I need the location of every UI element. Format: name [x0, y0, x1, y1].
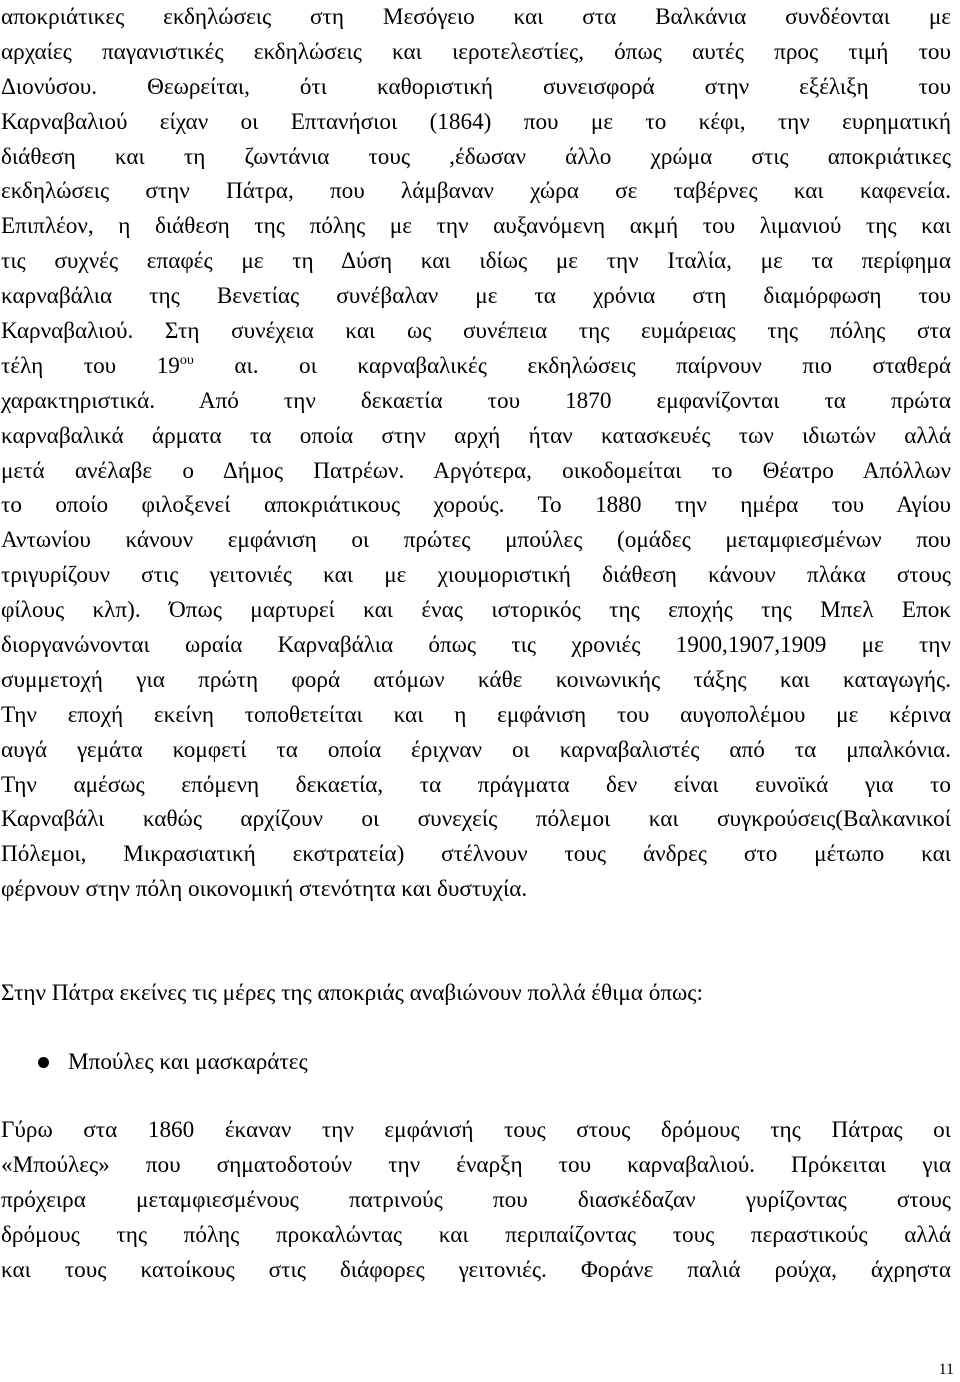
text-line: αρχαίες παγανιστικές εκδηλώσεις και ιεροτελεστίες, όπως αυτές προς τιμή του	[1, 38, 951, 65]
superscript: ου	[179, 352, 194, 368]
text-line: Γύρω στα 1860 έκαναν την εμφάνισή τους στους δρόμους της Πάτρας οι	[1, 1116, 951, 1143]
text-line: καρναβάλια της Βενετίας συνέβαλαν με τα χρόνια στη διαμόρφωση του	[1, 283, 951, 310]
bullet-list-item	[1, 1045, 951, 1080]
text-line: Την αμέσως επόμενη δεκαετία, τα πράγματα δεν είναι ευνοϊκά για το	[1, 771, 951, 798]
text-segment: τέλη του 19	[1, 352, 180, 379]
bullet-gap	[1, 1011, 951, 1045]
text-line: Καρναβαλιού είχαν οι Επτανήσιοι (1864) που με το κέφι, την ευρηματική	[1, 108, 951, 135]
text-line: Καρναβαλιού. Στη συνέχεια και ως συνέπεια της ευμάρειας της πόλης στα	[1, 318, 951, 345]
text-line: εκδηλώσεις στην Πάτρα, που λάμβαναν χώρα σε ταβέρνες και καφενεία.	[1, 178, 951, 205]
text-line: μετά ανέλαβε ο Δήμος Πατρέων. Αργότερα, οικοδομείται το Θέατρο Απόλλων	[1, 457, 951, 484]
text-line: φέρνουν στην πόλη οικονομική στενότητα και δυστυχία.	[1, 876, 528, 903]
paragraph-boules	[1, 1113, 951, 1287]
text-line: πρόχειρα μεταμφιεσμένους πατρινούς που διασκέδαζαν γυρίζοντας στους	[1, 1186, 951, 1213]
page-number: 11	[938, 1361, 954, 1378]
text-line: διάθεση και τη ζωντάνια τους ,έδωσαν άλλο χρώμα στις αποκριάτικες	[1, 143, 951, 170]
paragraph-carnival-history	[1, 0, 951, 907]
text-line: αυγά γεμάτα κομφετί τα οποία έριχναν οι καρναβαλιστές από τα μπαλκόνια.	[1, 736, 951, 763]
text-line: φίλους κλπ). Όπως μαρτυρεί και ένας ιστορικός της εποχής της Μπελ Εποκ	[1, 597, 951, 624]
text-line: καρναβαλικά άρματα τα οποία στην αρχή ήταν κατασκευές των ιδιωτών αλλά	[1, 422, 951, 449]
text-line-with-superscript	[1, 349, 951, 384]
text-line: Διονύσου. Θεωρείται, ότι καθοριστική συνεισφορά στην εξέλιξη του	[1, 73, 951, 100]
text-line: χαρακτηριστικά. Από την δεκαετία του 1870 εμφανίζονται τα πρώτα	[1, 387, 951, 414]
text-line: διοργανώνονται ωραία Καρναβάλια όπως τις χρονιές 1900,1907,1909 με την	[1, 632, 951, 659]
text-line: Καρναβάλι καθώς αρχίζουν οι συνεχείς πόλεμοι και συγκρούσεις(Βαλκανικοί	[1, 806, 951, 833]
section-gap	[1, 907, 951, 976]
text-segment: αι. οι καρναβαλικές εκδηλώσεις παίρνουν πιο σταθερά	[193, 352, 951, 379]
bullet-gap	[1, 1080, 951, 1113]
text-line: Επιπλέον, η διάθεση της πόλης με την αυξανόμενη ακμή του λιμανιού της και	[1, 213, 951, 240]
text-line: το οποίο φιλοξενεί αποκριάτικους χορούς. Το 1880 την ημέρα του Αγίου	[1, 492, 951, 519]
bullet-item-label: Μπούλες και μασκαράτες	[68, 1049, 308, 1076]
text-line: συμμετοχή για πρώτη φορά ατόμων κάθε κοινωνικής τάξης και καταγωγής.	[1, 666, 951, 693]
text-line: αποκριάτικες εκδηλώσεις στη Μεσόγειο και στα Βαλκάνια συνδέονται με	[1, 4, 951, 30]
intro-line: Στην Πάτρα εκείνες τις μέρες της αποκριάς αναβιώνουν πολλά έθιμα όπως:	[1, 980, 703, 1007]
text-line: και τους κατοίκους στις διάφορες γειτονιές. Φοράνε παλιά ρούχα, άχρηστα	[1, 1256, 951, 1283]
text-line: «Μπούλες» που σηματοδοτούν την έναρξη του καρναβαλιού. Πρόκειται για	[1, 1151, 951, 1178]
text-line: δρόμους της πόλης προκαλώντας και περιπαίζοντας τους περαστικούς αλλά	[1, 1221, 951, 1248]
text-line: Αντωνίου κάνουν εμφάνιση οι πρώτες μπούλες (ομάδες μεταμφιεσμένων που	[1, 527, 951, 554]
text-line: Πόλεμοι, Μικρασιατική εκστρατεία) στέλνουν τους άνδρες στο μέτωπο και	[1, 841, 951, 868]
text-line: τις συχνές επαφές με τη Δύση και ιδίως με την Ιταλία, με τα περίφημα	[1, 248, 951, 275]
document-body	[1, 0, 951, 1287]
text-line: τριγυρίζουν στις γειτονιές και με χιουμοριστική διάθεση κάνουν πλάκα στους	[1, 562, 951, 589]
text-line: Την εποχή εκείνη τοποθετείται και η εμφάνιση του αυγοπολέμου με κέρινα	[1, 701, 951, 728]
bullet-dot-icon	[38, 1057, 49, 1068]
